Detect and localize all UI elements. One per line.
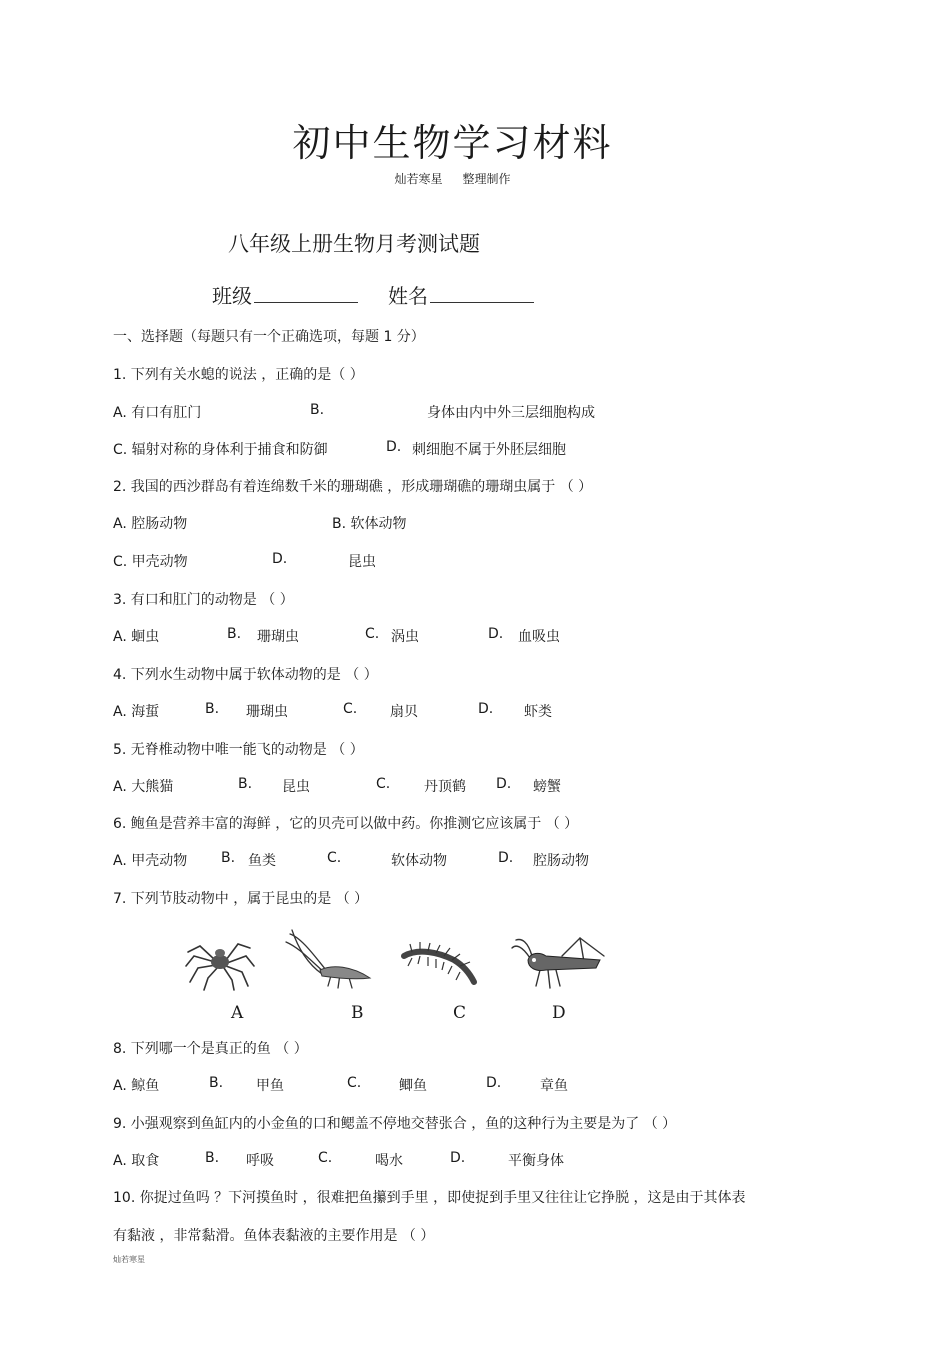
q8-option-c: 鲫鱼 <box>399 1078 427 1094</box>
q6-option-c-letter: C. <box>327 850 342 866</box>
q4-option-a: A. 海蜇 <box>113 704 160 720</box>
q3-option-a: A. 蛔虫 <box>113 629 160 645</box>
q4-option-c-letter: C. <box>343 701 358 717</box>
q3-option-d-letter: D. <box>488 626 504 642</box>
q7-label-c: C <box>453 1003 467 1023</box>
name-label: 姓名 <box>388 284 428 308</box>
spider-icon <box>180 932 260 992</box>
author: 灿若寒星 <box>394 172 443 186</box>
q2-option-d-letter: D. <box>272 551 288 567</box>
section-heading: 一、选择题（每题只有一个正确选项，每题 1 分） <box>113 329 425 345</box>
q9-option-d: 平衡身体 <box>508 1153 564 1169</box>
q6-option-b-letter: B. <box>221 850 236 866</box>
q5-option-d-letter: D. <box>496 776 512 792</box>
q8-option-d: 章鱼 <box>540 1078 568 1094</box>
question-4-stem: 4. 下列水生动物中属于软体动物的是 （ ） <box>113 667 378 683</box>
q9-option-c: 喝水 <box>375 1153 403 1169</box>
q7-label-a: A <box>231 1003 244 1023</box>
q4-option-b-letter: B. <box>205 701 220 717</box>
page-footer: 灿若寒星 <box>113 1255 145 1264</box>
q2-option-a: A. 腔肠动物 <box>113 516 188 532</box>
q3-option-d: 血吸虫 <box>518 629 560 645</box>
question-10-line-1: 10. 你捉过鱼吗 ？下河摸鱼时 ，很难把鱼攥到手里 ，即使捉到手里又往往让它挣脱 ，这是由于其体表 <box>113 1190 746 1206</box>
page-subtitle <box>0 170 905 187</box>
q3-option-c-letter: C. <box>365 626 380 642</box>
q9-option-c-letter: C. <box>318 1150 333 1166</box>
shrimp-icon <box>282 928 374 992</box>
grasshopper-icon <box>510 934 608 994</box>
name-blank[interactable] <box>430 284 534 303</box>
class-blank[interactable] <box>254 284 358 303</box>
question-9-stem: 9. 小强观察到鱼缸内的小金鱼的口和鳃盖不停地交替张合 ，鱼的这种行为主要是为了 （ ） <box>113 1116 677 1132</box>
q5-option-a: A. 大熊猫 <box>113 779 174 795</box>
question-7-stem: 7. 下列节肢动物中 ，属于昆虫的是 （ ） <box>113 891 369 907</box>
q8-option-a: A. 鲸鱼 <box>113 1078 160 1094</box>
question-5-stem: 5. 无脊椎动物中唯一能飞的动物是 （ ） <box>113 742 364 758</box>
question-10-line-2: 有黏液 ，非常黏滑。鱼体表黏液的主要作用是 （ ） <box>113 1228 435 1244</box>
q4-option-c: 扇贝 <box>390 704 418 720</box>
q8-option-b-letter: B. <box>209 1075 224 1091</box>
q4-option-b: 珊瑚虫 <box>246 704 288 720</box>
class-label: 班级 <box>212 284 252 308</box>
question-8-stem: 8. 下列哪一个是真正的鱼 （ ） <box>113 1041 308 1057</box>
q1-option-b: 身体由内中外三层细胞构成 <box>427 405 595 421</box>
q7-label-d: D <box>552 1003 566 1023</box>
q1-option-c: C. 辐射对称的身体利于捕食和防御 <box>113 442 328 458</box>
question-2-stem: 2. 我国的西沙群岛有着连绵数千米的珊瑚礁 ，形成珊瑚礁的珊瑚虫属于 （ ） <box>113 479 593 495</box>
q4-option-d: 虾类 <box>524 704 552 720</box>
question-3-stem: 3. 有口和肛门的动物是 （ ） <box>113 592 294 608</box>
q8-option-b: 甲鱼 <box>256 1078 284 1094</box>
q9-option-a: A. 取食 <box>113 1153 160 1169</box>
q8-option-d-letter: D. <box>486 1075 502 1091</box>
q2-option-d: 昆虫 <box>348 554 376 570</box>
q2-option-b: B. 软体动物 <box>332 516 407 532</box>
q5-option-b-letter: B. <box>238 776 253 792</box>
q3-option-b: 珊瑚虫 <box>257 629 299 645</box>
q6-option-b: 鱼类 <box>248 853 276 869</box>
centipede-icon <box>398 938 480 988</box>
q1-option-d-letter: D. <box>386 439 402 455</box>
made-by: 整理制作 <box>462 172 511 186</box>
q5-option-c-letter: C. <box>376 776 391 792</box>
q2-option-c: C. 甲壳动物 <box>113 554 188 570</box>
q6-option-d-letter: D. <box>498 850 514 866</box>
q4-option-d-letter: D. <box>478 701 494 717</box>
question-6-stem: 6. 鲍鱼是营养丰富的海鲜 ，它的贝壳可以做中药。你推测它应该属于 （ ） <box>113 816 579 832</box>
q1-option-d: 刺细胞不属于外胚层细胞 <box>412 442 566 458</box>
page-title: 初中生物学习材料 <box>292 121 613 165</box>
q1-option-b-letter: B. <box>310 402 325 418</box>
q5-option-c: 丹顶鹤 <box>424 779 466 795</box>
q9-option-d-letter: D. <box>450 1150 466 1166</box>
student-fields <box>212 280 534 309</box>
q6-option-d: 腔肠动物 <box>533 853 589 869</box>
q1-option-a: A. 有口有肛门 <box>113 405 202 421</box>
q5-option-d: 螃蟹 <box>533 779 561 795</box>
q9-option-b-letter: B. <box>205 1150 220 1166</box>
q6-option-a: A. 甲壳动物 <box>113 853 188 869</box>
q5-option-b: 昆虫 <box>282 779 310 795</box>
q6-option-c: 软体动物 <box>391 853 447 869</box>
q7-label-b: B <box>351 1003 364 1023</box>
question-1-stem: 1. 下列有关水螅的说法 ，正确的是（ ） <box>113 367 364 383</box>
exam-title: 八年级上册生物月考测试题 <box>228 232 480 256</box>
q9-option-b: 呼吸 <box>246 1153 274 1169</box>
q3-option-b-letter: B. <box>227 626 242 642</box>
q3-option-c: 涡虫 <box>391 629 419 645</box>
q8-option-c-letter: C. <box>347 1075 362 1091</box>
